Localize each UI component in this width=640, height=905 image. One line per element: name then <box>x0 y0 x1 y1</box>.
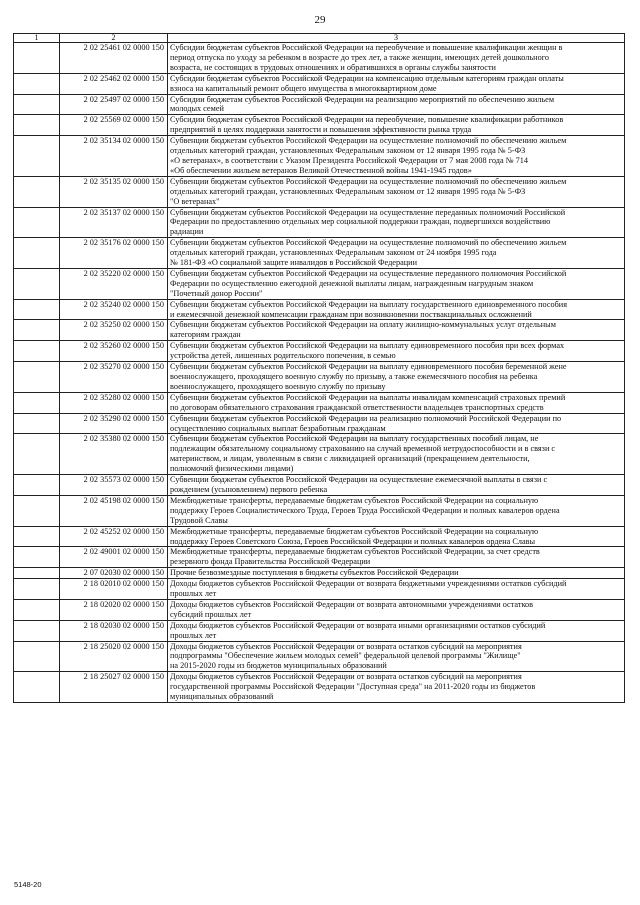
column-header-2: 2 <box>60 34 168 43</box>
table-row <box>14 320 625 341</box>
income-code-cell: 2 07 02030 02 0000 150 <box>60 568 168 579</box>
income-description-cell: Субвенции бюджетам субъектов Российской Федерации на выплату единовременного пособия беременной жене военнослужащего, проходящего военную службу по призыву, а также ежемесячного пособия на ребенка военнослужащего, проходящего военную службу по призыву <box>168 362 625 393</box>
income-code-cell: 2 02 35380 02 0000 150 <box>60 434 168 475</box>
income-description-cell: Субвенции бюджетам субъектов Российской Федерации на реализацию полномочий Российской Федерации по осуществлению социальных выплат безработным гражданам <box>168 413 625 434</box>
income-description-cell: Субвенции бюджетам субъектов Российской Федерации на оплату жилищно-коммунальных услуг отдельным категориям граждан <box>168 320 625 341</box>
row-number-cell <box>14 475 60 496</box>
row-number-cell <box>14 43 60 74</box>
income-description-cell: Субвенции бюджетам субъектов Российской Федерации на осуществление ежемесячной выплаты в связи с рождением (усыновлением) первого ребенка <box>168 475 625 496</box>
row-number-cell <box>14 136 60 177</box>
income-code-cell: 2 02 35220 02 0000 150 <box>60 268 168 299</box>
table-row <box>14 341 625 362</box>
income-description-cell: Субвенции бюджетам субъектов Российской Федерации на осуществление переданных полномочий Российской Федерации по предоставлению отдельных мер социальной поддержки граждан, подвергшихся воздействию радиации <box>168 207 625 238</box>
income-description-cell: Субвенции бюджетам субъектов Российской Федерации на выплату государственных пособий лицам, не подлежащим обязательному социальному страхованию на случай временной нетрудоспособности и в связи с материнством, и лицам, уволенным в связи с ликвидацией организаций (прекращением деятельности, полномочий физическими лицами) <box>168 434 625 475</box>
income-code-cell: 2 02 25461 02 0000 150 <box>60 43 168 74</box>
table-row <box>14 672 625 703</box>
table-row <box>14 547 625 568</box>
income-description-cell: Субвенции бюджетам субъектов Российской Федерации на осуществление полномочий по обеспечению жильем отдельных категорий граждан, установленных Федеральным законом от 12 января 1995 года № 5-ФЗ «О ветеранах», в соответствии с Указом Президента Российской Федерации от 7 мая 2008 года № 714 «Об обеспечении жильем ветеранов Великой Отечественной войны 1941-1945 годов» <box>168 136 625 177</box>
income-codes-table <box>13 33 625 703</box>
income-description-cell: Субвенции бюджетам субъектов Российской Федерации на осуществление переданного полномочия Российской Федерации по осуществлению ежегодной денежной выплаты лицам, награжденным нагрудным знаком "Почетный донор России" <box>168 268 625 299</box>
income-code-cell: 2 02 35290 02 0000 150 <box>60 413 168 434</box>
income-code-cell: 2 02 35135 02 0000 150 <box>60 176 168 207</box>
income-description-cell: Субвенции бюджетам субъектов Российской Федерации на выплату государственного единовременного пособия и ежемесячной денежной компенсации гражданам при возникновении поствакцинальных осложнений <box>168 299 625 320</box>
row-number-cell <box>14 547 60 568</box>
row-number-cell <box>14 599 60 620</box>
row-number-cell <box>14 579 60 600</box>
income-description-cell: Субсидии бюджетам субъектов Российской Федерации на переобучение, повышение квалификации работников предприятий в целях поддержки занятости и повышения эффективности рынка труда <box>168 115 625 136</box>
column-header-1: 1 <box>14 34 60 43</box>
income-code-cell: 2 02 25497 02 0000 150 <box>60 94 168 115</box>
income-description-cell: Прочие безвозмездные поступления в бюджеты субъектов Российской Федерации <box>168 568 625 579</box>
income-code-cell: 2 02 35137 02 0000 150 <box>60 207 168 238</box>
income-description-cell: Межбюджетные трансферты, передаваемые бюджетам субъектов Российской Федерации на социальную поддержку Героев Советского Союза, Героев Российской Федерации и полных кавалеров ордена Славы <box>168 526 625 547</box>
income-code-cell: 2 02 25462 02 0000 150 <box>60 73 168 94</box>
income-description-cell: Межбюджетные трансферты, передаваемые бюджетам субъектов Российской Федерации, за счет средств резервного фонда Правительства Российской Федерации <box>168 547 625 568</box>
row-number-cell <box>14 362 60 393</box>
income-description-cell: Субсидии бюджетам субъектов Российской Федерации на компенсацию отдельным категориям граждан оплаты взноса на капитальный ремонт общего имущества в многоквартирном доме <box>168 73 625 94</box>
income-description-cell: Доходы бюджетов субъектов Российской Федерации от возврата остатков субсидий на мероприятия подпрограммы "Обеспечение жильем молодых семей" федеральной целевой программы "Жилище" на 2015-2020 годы из бюджетов муниципальных образований <box>168 641 625 672</box>
column-header-3: 3 <box>168 34 625 43</box>
table-row <box>14 238 625 269</box>
income-description-cell: Субсидии бюджетам субъектов Российской Федерации на реализацию мероприятий по обеспечению жильем молодых семей <box>168 94 625 115</box>
row-number-cell <box>14 207 60 238</box>
row-number-cell <box>14 526 60 547</box>
table-row <box>14 568 625 579</box>
table-row <box>14 94 625 115</box>
income-code-cell: 2 18 02020 02 0000 150 <box>60 599 168 620</box>
income-code-cell: 2 18 25027 02 0000 150 <box>60 672 168 703</box>
row-number-cell <box>14 73 60 94</box>
table-row <box>14 526 625 547</box>
income-code-cell: 2 02 25569 02 0000 150 <box>60 115 168 136</box>
income-code-cell: 2 02 35573 02 0000 150 <box>60 475 168 496</box>
income-code-cell: 2 02 35134 02 0000 150 <box>60 136 168 177</box>
income-description-cell: Доходы бюджетов субъектов Российской Федерации от возврата бюджетными учреждениями остатков субсидий прошлых лет <box>168 579 625 600</box>
table-row <box>14 495 625 526</box>
income-description-cell: Субвенции бюджетам субъектов Российской Федерации на выплату единовременного пособия при всех формах устройства детей, лишенных родительского попечения, в семью <box>168 341 625 362</box>
income-description-cell: Межбюджетные трансферты, передаваемые бюджетам субъектов Российской Федерации на социальную поддержку Героев Социалистического Труда, Героев Труда Российской Федерации и полных кавалеров ордена Трудовой Славы <box>168 495 625 526</box>
income-code-cell: 2 18 25020 02 0000 150 <box>60 641 168 672</box>
row-number-cell <box>14 568 60 579</box>
table-row <box>14 268 625 299</box>
table-row <box>14 620 625 641</box>
table-row <box>14 115 625 136</box>
table-row <box>14 136 625 177</box>
row-number-cell <box>14 341 60 362</box>
row-number-cell <box>14 495 60 526</box>
income-code-cell: 2 02 35250 02 0000 150 <box>60 320 168 341</box>
table-row <box>14 641 625 672</box>
income-code-cell: 2 02 45198 02 0000 150 <box>60 495 168 526</box>
row-number-cell <box>14 641 60 672</box>
income-code-cell: 2 02 35270 02 0000 150 <box>60 362 168 393</box>
income-description-cell: Доходы бюджетов субъектов Российской Федерации от возврата остатков субсидий на мероприятия государственной программы Российской Федерации "Доступная среда" на 2011-2020 годы из бюджетов муниципальных образований <box>168 672 625 703</box>
table-row <box>14 599 625 620</box>
row-number-cell <box>14 238 60 269</box>
row-number-cell <box>14 434 60 475</box>
table-row <box>14 362 625 393</box>
table-row <box>14 434 625 475</box>
income-description-cell: Субвенции бюджетам субъектов Российской Федерации на выплаты инвалидам компенсаций страховых премий по договорам обязательного страхования гражданской ответственности владельцев транспортных средств <box>168 392 625 413</box>
table-row <box>14 176 625 207</box>
table-row <box>14 579 625 600</box>
income-description-cell: Субвенции бюджетам субъектов Российской Федерации на осуществление полномочий по обеспечению жильем отдельных категорий граждан, установленных Федеральным законом от 24 ноября 1995 года № 181-ФЗ «О социальной защите инвалидов в Российской Федерации <box>168 238 625 269</box>
income-code-cell: 2 02 35280 02 0000 150 <box>60 392 168 413</box>
row-number-cell <box>14 94 60 115</box>
income-description-cell: Субвенции бюджетам субъектов Российской Федерации на осуществление полномочий по обеспечению жильем отдельных категорий граждан, установленных Федеральным законом от 12 января 1995 года № 5-ФЗ "О ветеранах" <box>168 176 625 207</box>
footer-document-code: 5148-20 <box>14 880 42 889</box>
table-row <box>14 475 625 496</box>
row-number-cell <box>14 299 60 320</box>
income-description-cell: Доходы бюджетов субъектов Российской Федерации от возврата автономными учреждениями остатков субсидий прошлых лет <box>168 599 625 620</box>
table-row <box>14 413 625 434</box>
table-row <box>14 73 625 94</box>
row-number-cell <box>14 268 60 299</box>
table-row <box>14 207 625 238</box>
table-row <box>14 299 625 320</box>
table-row <box>14 392 625 413</box>
row-number-cell <box>14 176 60 207</box>
row-number-cell <box>14 320 60 341</box>
row-number-cell <box>14 392 60 413</box>
income-code-cell: 2 18 02030 02 0000 150 <box>60 620 168 641</box>
income-description-cell: Доходы бюджетов субъектов Российской Федерации от возврата иными организациями остатков субсидий прошлых лет <box>168 620 625 641</box>
row-number-cell <box>14 672 60 703</box>
income-description-cell: Субсидии бюджетам субъектов Российской Федерации на переобучение и повышение квалификации женщин в период отпуска по уходу за ребенком в возрасте до трех лет, а также женщин, имеющих детей дошкольного возраста, не состоящих в трудовых отношениях и обратившихся в органы службы занятости <box>168 43 625 74</box>
page-number: 29 <box>314 14 326 26</box>
income-code-cell: 2 02 49001 02 0000 150 <box>60 547 168 568</box>
income-code-cell: 2 02 35260 02 0000 150 <box>60 341 168 362</box>
row-number-cell <box>14 115 60 136</box>
income-code-cell: 2 18 02010 02 0000 150 <box>60 579 168 600</box>
income-code-cell: 2 02 45252 02 0000 150 <box>60 526 168 547</box>
table-header-row <box>14 34 625 43</box>
row-number-cell <box>14 413 60 434</box>
income-code-cell: 2 02 35176 02 0000 150 <box>60 238 168 269</box>
income-code-cell: 2 02 35240 02 0000 150 <box>60 299 168 320</box>
table-row <box>14 43 625 74</box>
row-number-cell <box>14 620 60 641</box>
